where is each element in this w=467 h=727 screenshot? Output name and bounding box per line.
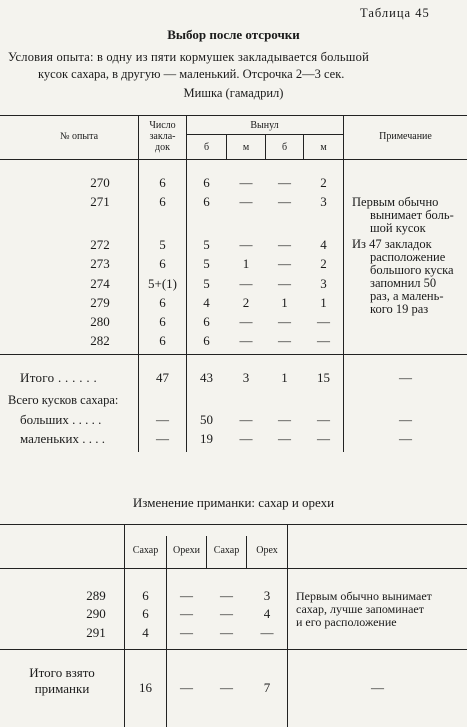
- trial-number: 280: [90, 314, 110, 329]
- big-pieces-cell: —: [239, 412, 253, 427]
- table1-totals-rule: [0, 354, 467, 355]
- small-pieces-cell: —: [278, 431, 291, 446]
- bait-cell: —: [220, 606, 233, 621]
- small-pieces-cell: —: [317, 431, 330, 446]
- taken-cell: —: [239, 237, 253, 252]
- conditions-line-2: кусок сахара, в другую — маленький. Отсрочка 2—3 сек.: [38, 67, 345, 81]
- bait-count-cell: 5+(1): [148, 276, 177, 291]
- taken-cell: 6: [203, 333, 210, 348]
- small-pieces-cell: —: [239, 431, 253, 446]
- table2-title: Изменение приманки: сахар и орехи: [132, 495, 335, 510]
- table2-header-sugar: Сахар: [132, 545, 159, 556]
- bait-cell: —: [180, 625, 193, 640]
- bait-count-cell: 6: [159, 333, 166, 348]
- note-text: Из 47 закладок расположение большого куска запомнил 50 раз, а малень- кого 19 раз: [352, 237, 454, 316]
- total-label: Итого . . . . . .: [20, 370, 98, 385]
- subject-name: Мишка (гамадрил): [183, 86, 284, 100]
- taken-cell: —: [278, 333, 291, 348]
- small-pieces-cell: 19: [200, 431, 213, 446]
- header-sub-big: б: [281, 142, 288, 153]
- taken-cell: —: [317, 314, 330, 329]
- table2-total-note: —: [371, 680, 384, 695]
- taken-cell: 5: [203, 237, 210, 252]
- taken-cell: 6: [203, 314, 210, 329]
- total-cell: 15: [317, 370, 330, 385]
- note-text: Первым обычно вынимает боль- шой кусок: [352, 195, 454, 235]
- table2-top-rule: [0, 524, 467, 525]
- big-pieces-label: больших . . . . .: [20, 412, 102, 427]
- bait-count-cell: 6: [159, 295, 166, 310]
- table2-total-cell: —: [220, 680, 233, 695]
- bait-count-cell: 6: [159, 314, 166, 329]
- big-pieces-cell: —: [278, 412, 291, 427]
- trial-number: 282: [90, 333, 110, 348]
- table1-col-divider: [343, 115, 344, 452]
- total-cell: 1: [281, 370, 288, 385]
- table2-header-sugar: Сахар: [213, 545, 240, 556]
- bait-cell: —: [180, 588, 193, 603]
- taken-cell: —: [239, 314, 253, 329]
- trial-number: 272: [90, 237, 110, 252]
- taken-cell: —: [278, 237, 291, 252]
- taken-cell: 1: [281, 295, 288, 310]
- bait-cell: 6: [142, 606, 149, 621]
- bait-cell: 6: [142, 588, 149, 603]
- taken-cell: —: [278, 175, 291, 190]
- bait-cell: 4: [263, 606, 271, 621]
- taken-cell: —: [239, 194, 253, 209]
- sugar-total-label: Всего кусков сахара:: [8, 393, 119, 407]
- table2-total-cell: —: [180, 680, 193, 695]
- header-bait-count: док: [155, 142, 170, 153]
- trial-number: 289: [86, 588, 106, 603]
- table2-totals-rule: [0, 649, 467, 650]
- bait-count-cell: 6: [159, 194, 166, 209]
- taken-cell: 1: [320, 295, 327, 310]
- trial-number: 291: [86, 625, 106, 640]
- total-note: —: [399, 370, 412, 385]
- bait-cell: —: [220, 588, 233, 603]
- bait-cell: —: [220, 625, 233, 640]
- table2-total-label: Итого взято приманки: [29, 665, 95, 696]
- taken-cell: 1: [242, 256, 250, 271]
- bait-cell: 3: [263, 588, 271, 603]
- big-pieces-note: —: [399, 412, 412, 427]
- trial-number: 271: [90, 194, 110, 209]
- table2-header-rule: [0, 568, 467, 569]
- header-sub-small: м: [242, 142, 250, 153]
- header-trial-no: № опыта: [59, 131, 99, 142]
- taken-cell: 2: [320, 175, 327, 190]
- header-sub-small: м: [320, 142, 327, 153]
- taken-cell: —: [278, 194, 291, 209]
- small-pieces-cell: —: [156, 431, 169, 446]
- taken-cell: —: [278, 314, 291, 329]
- trial-number: 274: [90, 276, 110, 291]
- conditions-line-1: Условия опыта: в одну из пяти кормушек закладывается большой: [8, 50, 369, 64]
- taken-cell: 5: [203, 256, 210, 271]
- trial-number: 279: [90, 295, 110, 310]
- header-bait-count: закла-: [149, 131, 176, 142]
- taken-cell: 5: [203, 276, 210, 291]
- trial-number: 273: [90, 256, 110, 271]
- table2-note: Первым обычно вынимает сахар, лучше запоминает и его расположение: [296, 589, 432, 629]
- bait-count-cell: 6: [159, 175, 166, 190]
- table2-header-nut: Орех: [256, 545, 278, 556]
- header-note: Примечание: [379, 131, 432, 142]
- table1-header-rule: [0, 159, 467, 160]
- table-number: Таблица 45: [360, 6, 430, 20]
- taken-cell: —: [317, 333, 330, 348]
- header-bait-count: Число: [149, 120, 176, 131]
- taken-cell: —: [278, 276, 291, 291]
- total-cell: 43: [200, 370, 213, 385]
- trial-number: 290: [86, 606, 106, 621]
- taken-cell: —: [239, 333, 253, 348]
- header-taken-out: Вынул: [250, 120, 279, 131]
- big-pieces-cell: —: [156, 412, 169, 427]
- bait-cell: —: [260, 625, 274, 640]
- small-pieces-label: маленьких . . . .: [20, 431, 105, 446]
- table2-col-divider: [287, 524, 288, 727]
- small-pieces-note: —: [399, 431, 412, 446]
- taken-cell: 3: [320, 276, 327, 291]
- taken-cell: 4: [203, 295, 210, 310]
- table1-top-rule: [0, 115, 467, 116]
- bait-cell: —: [180, 606, 193, 621]
- taken-cell: 6: [203, 175, 210, 190]
- table-title: Выбор после отсрочки: [167, 27, 300, 42]
- taken-cell: 2: [320, 256, 327, 271]
- bait-cell: 4: [142, 625, 149, 640]
- big-pieces-cell: —: [317, 412, 330, 427]
- taken-cell: —: [239, 175, 253, 190]
- bait-count-cell: 6: [159, 256, 166, 271]
- total-cell: 47: [156, 370, 169, 385]
- taken-cell: 3: [320, 194, 327, 209]
- taken-cell: —: [278, 256, 291, 271]
- header-sub-big: б: [203, 142, 210, 153]
- taken-cell: —: [239, 276, 253, 291]
- trial-number: 270: [90, 175, 110, 190]
- bait-count-cell: 5: [159, 237, 166, 252]
- taken-cell: 6: [203, 194, 210, 209]
- taken-cell: 4: [320, 237, 327, 252]
- table2-total-cell: 7: [263, 680, 271, 695]
- table2-total-cell: 16: [139, 680, 152, 695]
- big-pieces-cell: 50: [200, 412, 213, 427]
- table2-header-nuts: Орехи: [173, 545, 200, 556]
- taken-cell: 2: [242, 295, 250, 310]
- total-cell: 3: [242, 370, 250, 385]
